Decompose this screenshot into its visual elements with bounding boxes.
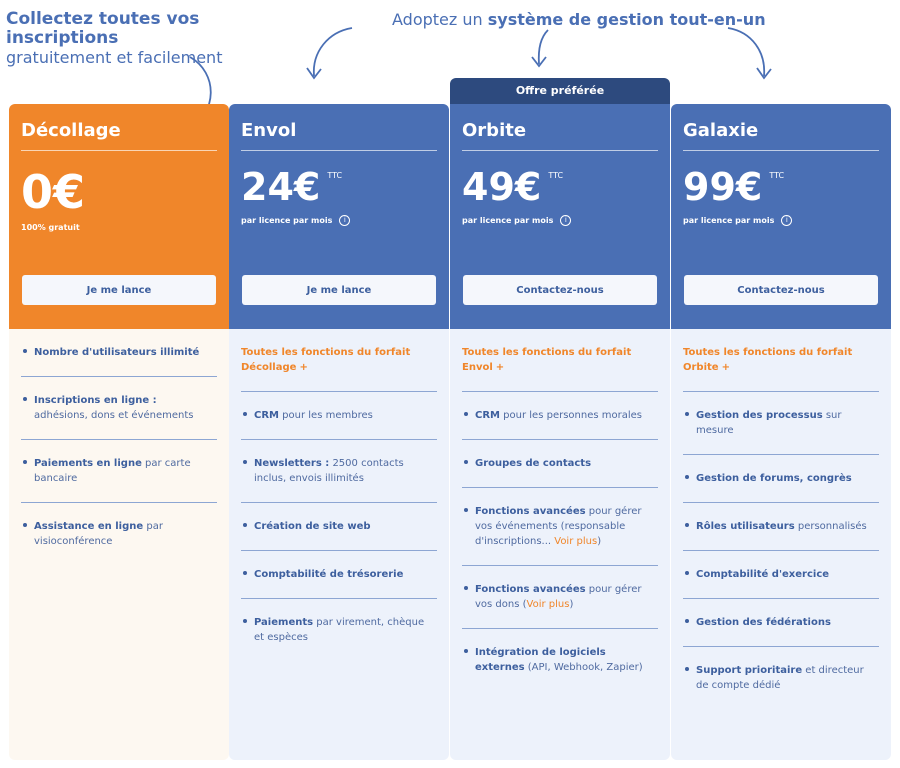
feature-bold: Groupes de contacts [475,458,592,469]
feature-rest: personnalisés [794,521,867,532]
cta-button[interactable]: Contactez-nous [463,275,657,305]
price-row [462,165,658,209]
price-note-text: par licence par mois [683,216,775,225]
feature-intro [241,329,437,392]
plan-header [9,104,229,329]
headline-center-prefix: Adoptez un [392,10,488,29]
feature-rest: par carte bancaire [34,458,191,484]
plan-price: 0€ [21,165,86,219]
ttc-label: TTC [548,171,564,180]
bullet-icon [464,586,468,590]
feature-bold: Paiements en ligne [34,458,142,469]
features [21,329,217,565]
preferred-offer-badge: Offre préférée [450,78,670,104]
feature-bold: Assistance en ligne [34,521,144,532]
plus-icon: + [721,362,730,373]
feature-list [671,329,891,760]
bullet-icon [464,508,468,512]
bullet-icon [685,475,689,479]
bullet-icon [23,349,27,353]
feature-item [241,440,437,503]
price-note-text: par licence par mois [241,216,333,225]
feature-rest: pour gérer vos événements (responsable d'inscriptions... [475,506,642,547]
price-note-text: 100% gratuit [21,223,80,232]
plan-header [229,104,449,329]
plan-price: 99€ [683,165,763,209]
plan-price: 49€ [462,165,542,209]
curved-arrow-icon [300,24,360,84]
bullet-icon [23,523,27,527]
bullet-icon [464,412,468,416]
plan-card-envol [229,104,449,760]
bullet-icon [464,460,468,464]
features [462,329,658,691]
plan-name: Envol [241,104,437,151]
feature-bold: Fonctions avancées [475,506,586,517]
feature-bold: CRM [475,410,500,421]
bullet-icon [243,523,247,527]
feature-item [683,647,879,709]
feature-intro-text: Toutes les fonctions du forfait Envol [462,347,632,373]
feature-rest: adhésions, dons et événements [34,410,194,421]
feature-item [683,392,879,455]
feature-bold: CRM [254,410,279,421]
plan-card-galaxie [671,104,891,760]
plus-icon: + [299,362,308,373]
price-note [21,223,217,232]
feature-item [462,566,658,629]
price-note [683,215,879,226]
bullet-icon [243,571,247,575]
ttc-label: TTC [327,171,343,180]
feature-intro [462,329,658,392]
feature-bold: Newsletters : [254,458,330,469]
voir-plus-link[interactable]: Voir plus [554,536,598,547]
price-note-text: par licence par mois [462,216,554,225]
curved-arrow-icon [526,28,556,70]
feature-rest: pour les membres [279,410,373,421]
feature-rest: par virement, chèque et espèces [254,617,425,643]
info-icon[interactable]: i [339,215,350,226]
plan-name: Galaxie [683,104,879,151]
feature-bold: Gestion de forums, congrès [696,473,852,484]
features [241,329,437,661]
plan-name: Orbite [462,104,658,151]
headline-left-light: gratuitement et facilement [6,48,223,67]
headline-center [392,10,766,29]
feature-item [683,503,879,551]
price-row [241,165,437,209]
bullet-icon [685,571,689,575]
feature-item [683,551,879,599]
price-note [241,215,437,226]
feature-item [241,599,437,661]
plan-header [450,104,670,329]
feature-item [462,440,658,488]
bullet-icon [243,460,247,464]
plan-card-orbite [450,104,670,760]
feature-rest: pour les personnes morales [500,410,642,421]
feature-tail: ) [597,536,602,547]
feature-item [21,377,217,440]
feature-intro-text: Toutes les fonctions du forfait Décollage [241,347,411,373]
feature-bold: Inscriptions en ligne : [34,395,157,406]
feature-intro [683,329,879,392]
plan-name: Décollage [21,104,217,151]
feature-bold: Paiements [254,617,314,628]
feature-bold: Rôles utilisateurs [696,521,795,532]
bullet-icon [243,412,247,416]
plan-header [671,104,891,329]
feature-bold: Création de site web [254,521,371,532]
bullet-icon [685,619,689,623]
feature-item [21,503,217,565]
plan-card-decollage [9,104,229,760]
voir-plus-link[interactable]: Voir plus [526,599,570,610]
feature-item [462,629,658,691]
bullet-icon [243,619,247,623]
bullet-icon [23,460,27,464]
feature-list [9,329,229,760]
feature-rest: par visioconférence [34,521,163,547]
bullet-icon [685,667,689,671]
feature-item [21,329,217,377]
ttc-label: TTC [769,171,785,180]
price-row [683,165,879,209]
feature-bold: Support prioritaire [696,665,803,676]
feature-item [462,392,658,440]
cta-button[interactable]: Je me lance [242,275,436,305]
info-icon[interactable]: i [781,215,792,226]
price-row [21,165,217,219]
feature-rest: 2500 contacts inclus, envois illimités [254,458,404,484]
feature-list [450,329,670,760]
bullet-icon [685,412,689,416]
feature-bold: Intégration de logiciels externes [475,647,606,673]
feature-item [241,392,437,440]
feature-rest: pour gérer vos dons ( [475,584,642,610]
feature-item [683,599,879,647]
feature-item [241,551,437,599]
feature-list [229,329,449,760]
feature-item [241,503,437,551]
feature-item [683,455,879,503]
price-note [462,215,658,226]
headline-center-bold: système de gestion tout-en-un [487,10,766,29]
plan-price: 24€ [241,165,321,209]
bullet-icon [23,397,27,401]
bullet-icon [685,523,689,527]
feature-bold: Nombre d'utilisateurs illimité [34,347,200,358]
features [683,329,879,709]
feature-item [21,440,217,503]
bullet-icon [464,649,468,653]
feature-rest: (API, Webhook, Zapier) [524,662,643,673]
feature-tail: ) [569,599,574,610]
cta-button[interactable]: Je me lance [22,275,216,305]
info-icon[interactable]: i [560,215,571,226]
headline-left-bold: Collectez toutes vos inscriptions [6,9,200,48]
plus-icon: + [495,362,505,373]
feature-bold: Comptabilité de trésorerie [254,569,404,580]
feature-rest: sur mesure [696,410,842,436]
feature-bold: Gestion des fédérations [696,617,831,628]
curved-arrow-icon [722,24,782,84]
feature-intro-text: Toutes les fonctions du forfait Orbite [683,347,853,373]
feature-bold: Gestion des processus [696,410,823,421]
feature-bold: Comptabilité d'exercice [696,569,830,580]
feature-rest: et directeur de compte dédié [696,665,864,691]
feature-bold: Fonctions avancées [475,584,586,595]
feature-item [462,488,658,566]
cta-button[interactable]: Contactez-nous [684,275,878,305]
